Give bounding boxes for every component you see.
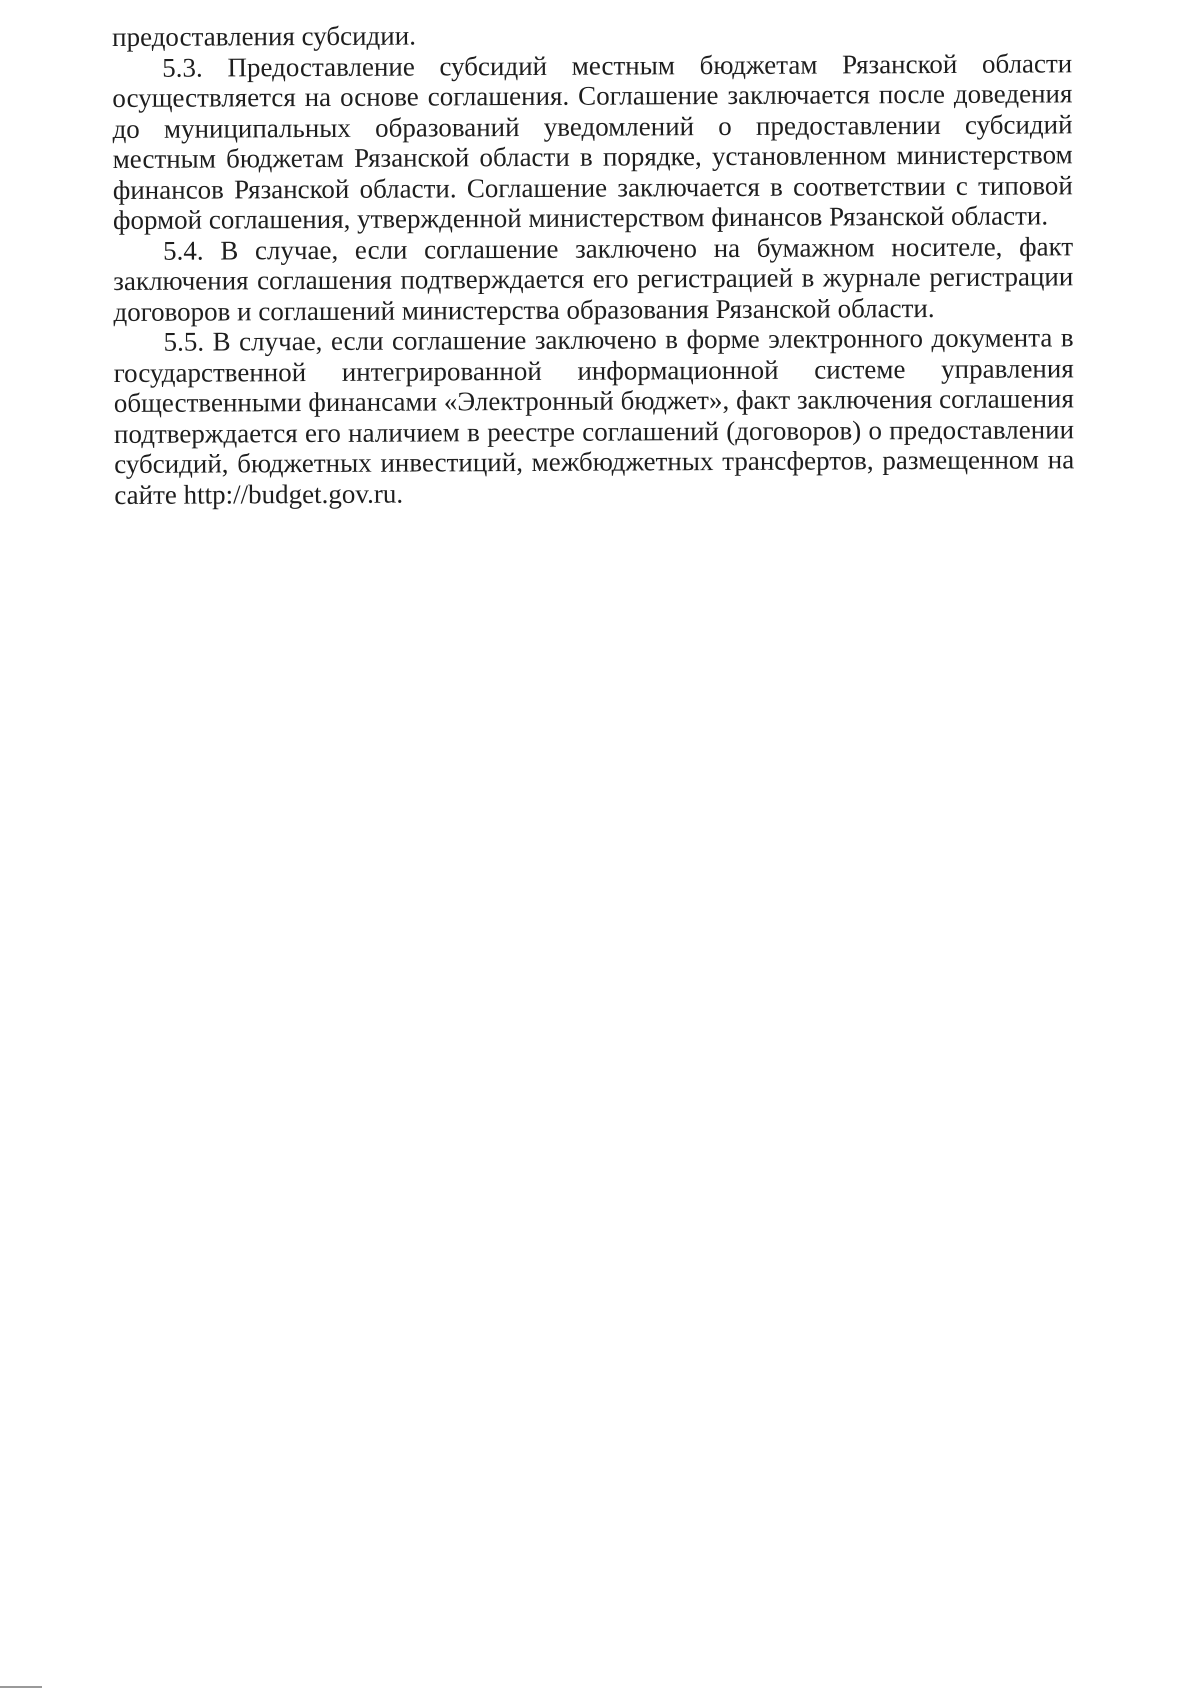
paragraph-continuation: предоставления субсидии.: [112, 20, 416, 52]
paragraph-5-3: 5.3. Предоставление субсидий местным бюджетам Рязанской области осуществляется на основе соглашения. Соглашение заключается после доведения до муниципальных образований уведомлений о предоставлении субсидий местным бюджетам Рязанской области в порядке, установленном министерством финансов Рязанской области. Соглашение заключается в соответствии с типовой формой соглашения, утвержденной министерством финансов Рязанской области.: [112, 47, 1073, 235]
paragraph-5-5: 5.5. В случае, если соглашение заключено в форме электронного документа в государственной интегрированной информационной системе управления общественными финансами «Электронный бюджет», факт заключения соглашения подтверждается его наличием в реестре соглашений (договоров) о предоставлении субсидий, бюджетных инвестиций, межбюджетных трансфертов, размещенном на сайте http://budget.gov.ru.: [113, 322, 1075, 510]
paragraph-5-4: 5.4. В случае, если соглашение заключено на бумажном носителе, факт заключения соглашения подтверждается его регистрацией в журнале регистрации договоров и соглашений министерства образования Рязанской области.: [113, 230, 1074, 327]
document-body: [112, 17, 1074, 510]
scan-edge-mark: [0, 1686, 42, 1688]
